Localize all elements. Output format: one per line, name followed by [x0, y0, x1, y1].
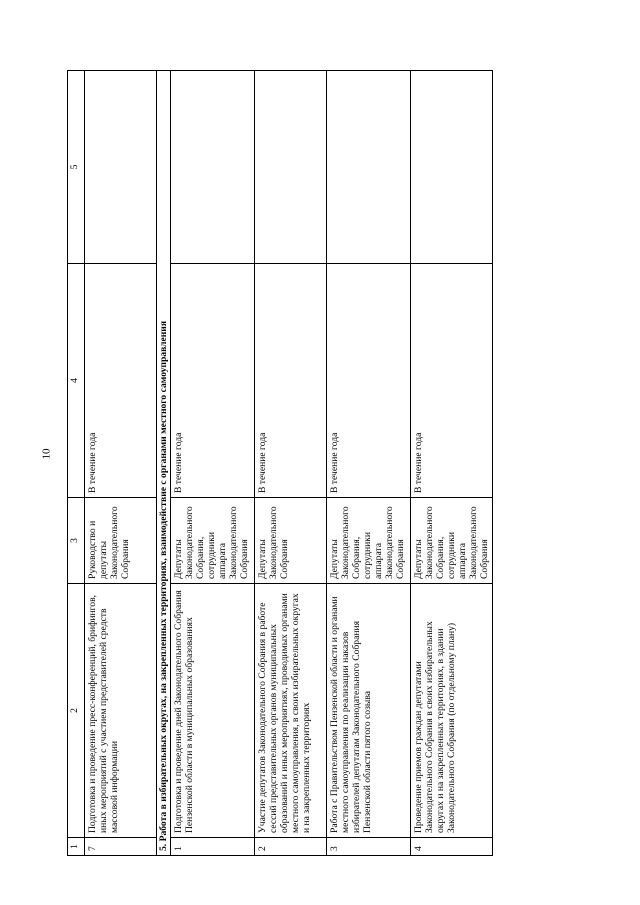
row-term: В течение года	[255, 264, 327, 498]
table-row	[171, 71, 255, 856]
row-event: Подготовка и проведение дней Законодательного Собрания Пензенской области в муниципальных образованиях	[171, 584, 255, 838]
row-event: Проведение приемов граждан депутатами Законодательного Собрания в своих избирательных округах и на закрепленных территориях, в здании Законодательного Собрания (по отдельному плану)	[411, 584, 493, 838]
row-number: 2	[255, 838, 327, 856]
row-note	[411, 71, 493, 264]
column-header: 5	[68, 71, 85, 264]
row-note	[327, 71, 411, 264]
row-term: В течение года	[85, 264, 157, 498]
row-note	[85, 71, 157, 264]
row-event: Подготовка и проведение пресс-конференций, брифингов, иных мероприятий с участием представителей средств массовой информации	[85, 584, 157, 838]
row-term: В течение года	[171, 264, 255, 498]
row-event: Участие депутатов Законодательного Собрания в работе сессий представительных органов муниципальных образований и иных мероприятиях, проводимых органами местного самоуправления, в своих избирательных округах и на закрепленных территориях	[255, 584, 327, 838]
row-number: 1	[171, 838, 255, 856]
table-row	[327, 71, 411, 856]
column-header: 3	[68, 498, 85, 584]
table-row	[255, 71, 327, 856]
row-event: Работа с Правительством Пензенской области и органами местного самоуправления по реализации наказов избирателей депутатам Законодательного Собрания Пензенской области пятого созыва	[327, 584, 411, 838]
plan-table-wrapper	[67, 71, 490, 856]
column-header: 1	[68, 838, 85, 856]
row-note	[255, 71, 327, 264]
section-header-row	[157, 71, 171, 856]
column-header: 4	[68, 264, 85, 498]
row-number: 3	[327, 838, 411, 856]
section-title: 5. Работа в избирательных округах, на закрепленных территориях, взаимодействие с органами местного самоуправления	[157, 71, 171, 856]
row-note	[171, 71, 255, 264]
row-responsible: Депутаты Законодательного Собрания, сотрудники аппарата Законодательного Собрания	[411, 498, 493, 584]
page-number: 10	[40, 448, 53, 460]
row-term: В течение года	[327, 264, 411, 498]
column-header-row	[68, 71, 85, 856]
row-responsible: Руководство и депутаты Законодательного Собрания	[85, 498, 157, 584]
table-row	[85, 71, 157, 856]
table-row	[411, 71, 493, 856]
row-responsible: Депутаты Законодательного Собрания, сотрудники аппарата Законодательного Собрания	[171, 498, 255, 584]
column-header: 2	[68, 584, 85, 838]
plan-table	[67, 70, 493, 856]
row-responsible: Депутаты Законодательного Собрания	[255, 498, 327, 584]
row-term: В течение года	[411, 264, 493, 498]
row-number: 7	[85, 838, 157, 856]
row-responsible: Депутаты Законодательного Собрания, сотрудники аппарата Законодательного Собрания	[327, 498, 411, 584]
row-number: 4	[411, 838, 493, 856]
